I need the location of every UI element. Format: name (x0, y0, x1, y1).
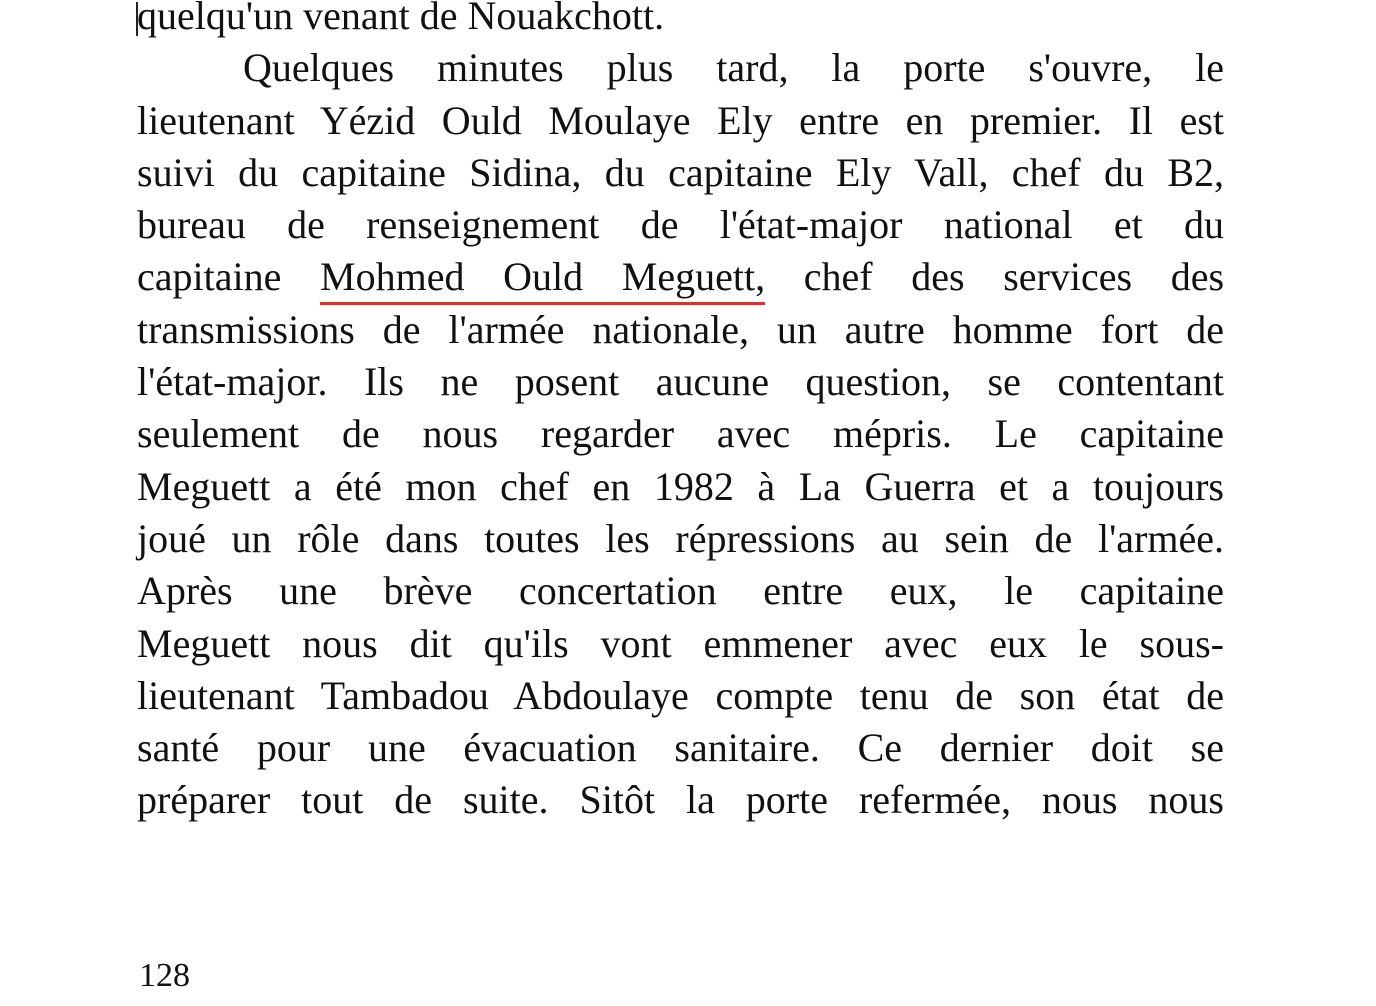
text-line-14: lieutenant Tambadou Abdoulaye compte tenu de son état de (137, 672, 1224, 718)
text-line-6 (137, 251, 1224, 303)
text-line-12: Après une brève concertation entre eux, le capitaine (137, 568, 1224, 614)
text-segment-chef: chef des services des (803, 254, 1225, 300)
text-line-9: seulement de nous regarder avec mépris. Le capitaine (137, 411, 1224, 457)
text-line-13: Meguett nous dit qu'ils vont emmener avec eux le sous- (137, 620, 1224, 666)
text-line-16: préparer tout de suite. Sitôt la porte refermée, nous nous (137, 777, 1224, 823)
text-line-2: Quelques minutes plus tard, la porte s'ouvre, le (243, 45, 1224, 91)
text-segment-capitaine: capitaine (137, 254, 282, 300)
text-line-7: transmissions de l'armée nationale, un autre homme fort de (137, 306, 1224, 352)
underlined-name: Mohmed Ould Meguett, (320, 254, 765, 305)
text-line-1: quelqu'un venant de Nouakchott. (137, 0, 665, 38)
page-number: 128 (139, 957, 190, 994)
text-line-8: l'état-major. Ils ne posent aucune question, se contentant (137, 359, 1224, 405)
text-line-5: bureau de renseignement de l'état-major national et du (137, 202, 1224, 248)
text-line-10: Meguett a été mon chef en 1982 à La Guerra et a toujours (137, 463, 1224, 509)
text-line-15: santé pour une évacuation sanitaire. Ce dernier doit se (137, 725, 1224, 771)
text-line-11: joué un rôle dans toutes les répressions au sein de l'armée. (137, 515, 1224, 561)
body-text (137, 0, 1224, 827)
text-line-3: lieutenant Yézid Ould Moulaye Ely entre en premier. Il est (137, 97, 1224, 143)
text-line-4: suivi du capitaine Sidina, du capitaine Ely Vall, chef du B2, (137, 149, 1224, 195)
